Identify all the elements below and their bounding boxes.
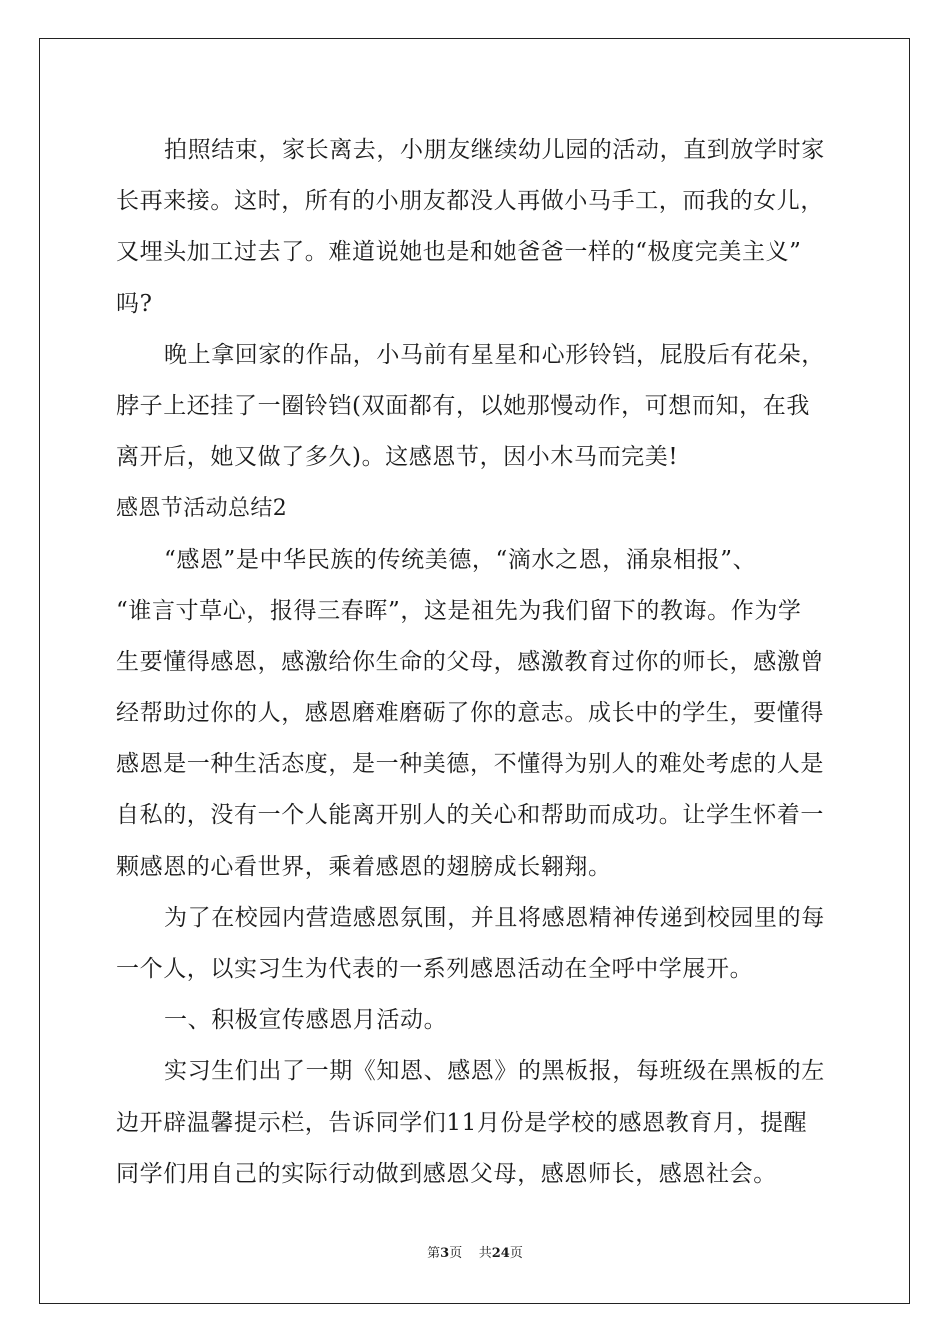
paragraph-line: 为了在校园内营造感恩氛围，并且将感恩精神传递到校园里的每 — [164, 904, 825, 931]
paragraph-line: 生要懂得感恩，感激给你生命的父母，感激教育过你的师长，感激曾 — [116, 648, 824, 675]
paragraph-line: 感恩是一种生活态度，是一种美德，不懂得为别人的难处考虑的人是 — [116, 751, 824, 778]
paragraph-line: 经帮助过你的人，感恩磨难磨砺了你的意志。成长中的学生，要懂得 — [116, 700, 824, 727]
current-page-number: 3 — [440, 1246, 450, 1261]
paragraph-line: 又埋头加工过去了。难道说她也是和她爸爸一样的“极度完美主义” — [116, 239, 802, 266]
paragraph-line: 离开后，她又做了多久)。这感恩节，因小木马而完美! — [116, 444, 679, 471]
paragraph-line: “感恩”是中华民族的传统美德，“滴水之恩，涌泉相报”、 — [164, 546, 757, 573]
page-label-prefix: 第 — [427, 1246, 441, 1261]
paragraph-line: 脖子上还挂了一圈铃铛(双面都有，以她那慢动作，可想而知，在我 — [116, 392, 810, 419]
paragraph-line: 拍照结束，家长离去，小朋友继续幼儿园的活动，直到放学时家 — [164, 137, 825, 163]
paragraph-line: 颗感恩的心看世界，乘着感恩的翅膀成长翱翔。 — [116, 853, 612, 880]
page-label-suffix: 页 — [449, 1246, 463, 1261]
paragraph-line: 实习生们出了一期《知恩、感恩》的黑板报，每班级在黑板的左 — [164, 1058, 825, 1085]
document-body — [116, 125, 834, 1200]
total-label-prefix: 共 — [478, 1246, 492, 1261]
page-footer — [0, 1244, 950, 1264]
paragraph-line: 长再来接。这时，所有的小朋友都没人再做小马手工，而我的女儿， — [116, 188, 824, 215]
paragraph-line: 自私的，没有一个人能离开别人的关心和帮助而成功。让学生怀着一 — [116, 802, 824, 829]
paragraph-line: 一个人，以实习生为代表的一系列感恩活动在全呼中学展开。 — [116, 956, 754, 982]
paragraph-line: 晚上拿回家的作品，小马前有星星和心形铃铛，屁股后有花朵， — [164, 341, 825, 368]
paragraph-line: 边开辟温馨提示栏，告诉同学们11月份是学校的感恩教育月，提醒 — [116, 1109, 808, 1136]
total-label-suffix: 页 — [509, 1246, 523, 1261]
paragraph-line: 一、积极宣传感恩月活动。 — [164, 1007, 448, 1034]
total-page-count: 24 — [491, 1246, 510, 1261]
section-heading: 感恩节活动总结2 — [116, 496, 288, 522]
paragraph-line: 吗? — [116, 290, 153, 317]
paragraph-line: 同学们用自己的实际行动做到感恩父母，感恩师长，感恩社会。 — [116, 1160, 777, 1187]
paragraph-line: “谁言寸草心，报得三春晖”，这是祖先为我们留下的教诲。作为学 — [116, 597, 802, 624]
